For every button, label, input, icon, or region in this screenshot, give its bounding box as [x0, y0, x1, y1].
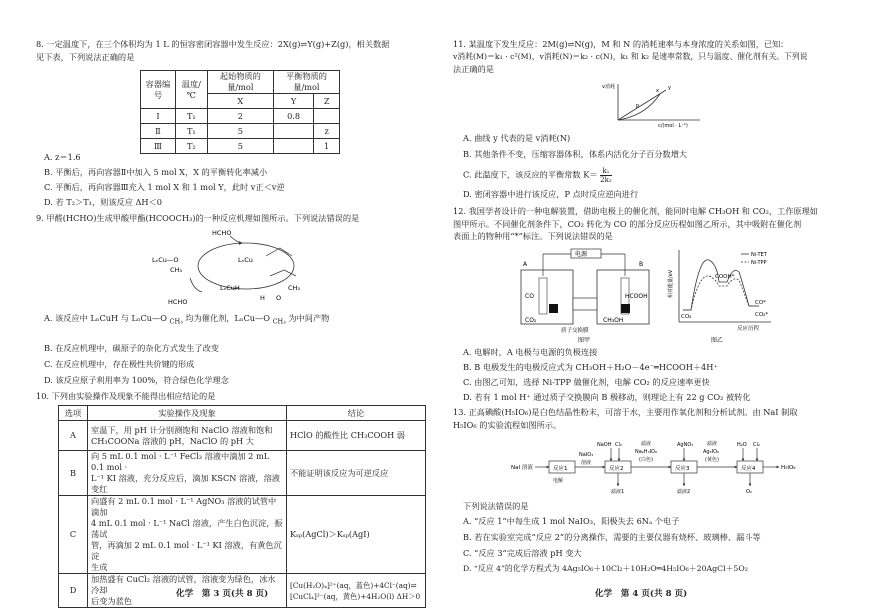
fig-co: CO — [525, 293, 534, 300]
q10-opt: B — [59, 451, 88, 496]
q10-op-line: 生成 — [91, 562, 108, 572]
q11-y-label: y — [668, 85, 671, 91]
q12-line2: 图甲所示。不同催化剂条件下，CO₂ 转化为 CO 的部分反应历程如图乙所示，其中吸附在催化剂 — [453, 218, 802, 229]
flow-cl2b: Cl₂ — [753, 442, 760, 448]
q12-option-b: B. B 电极发生的电极反应式为 CH₃OH＋H₂O－4e⁻═HCOOH＋4H⁺ — [463, 362, 718, 372]
q8-option-c: C. 平衡后，再向容器Ⅲ充入 1 mol X 和 1 mol Y，此时 v正＜v逆 — [44, 182, 285, 192]
q8-option-d: D. 若 T₂＞T₁，则该反应 ΔH＜0 — [44, 197, 162, 207]
page-footer: 化学 第 4 页(共 8 页) — [595, 589, 688, 599]
q9-option-a — [44, 312, 434, 328]
cycle-ring — [198, 243, 294, 289]
q8-cell: T₁ — [175, 124, 207, 139]
flow-filtrate2: 滤液2 — [677, 489, 691, 495]
fig-power: 电源 — [575, 251, 588, 258]
q8-cell: 5 — [207, 139, 273, 154]
q11-option-c — [463, 167, 612, 184]
flow-r4: 反应4 — [741, 466, 756, 472]
q13-option-b: B. 若在实验室完成“反应 2”的分离操作，需要的主要仪器有烧杯、玻璃棒、漏斗等 — [463, 532, 761, 542]
flow-agno3: AgNO₃ — [677, 442, 694, 448]
flow-o2: O₂ — [746, 489, 752, 495]
q9-mechanism-figure — [150, 226, 340, 308]
q11-line1: 11. 某温度下发生反应：2M(g)⇌N(g)，M 和 N 的消耗速率与本身浓度的关系如图，已知： — [453, 39, 789, 49]
q10-th-op: 实验操作及现象 — [88, 406, 287, 421]
q8-stem-line1: 8. 一定温度下，在三个体积均为 1 L 的恒容密闭容器中发生反应：2X(g)⇌Y(g)+Z(g)，相关数据 — [36, 39, 390, 49]
q12-stem — [453, 205, 865, 243]
q13-stem2: 下列说法错误的是 — [463, 501, 529, 511]
fig-cooh: COOH* — [715, 274, 735, 280]
q9-stem: 9. 甲醛(HCHO)生成甲酸甲酯(HCOOCH₃)的一种反应机理如图所示。下列说法错误的是 — [36, 213, 360, 223]
table-row — [141, 139, 340, 154]
q11-rate-graph — [600, 80, 710, 128]
flow-na2h3io6: Na₂H₃IO₆ — [635, 449, 657, 455]
fig-a-label: A — [523, 261, 528, 268]
q11-p-label: P — [636, 104, 640, 110]
q11-frac-den: 2k₂ — [600, 176, 612, 184]
flow-r3: 反应3 — [675, 466, 690, 472]
q9-option-c: C. 在反应机理中，存在极性共价键的形成 — [44, 359, 195, 369]
flow-filt2: 滤液 — [707, 441, 718, 447]
q10-op-line: 管，再滴加 2 mL 0.1 mol · L⁻¹ KI 溶液，有黄色沉淀 — [91, 540, 282, 561]
q8-cell: Ⅱ — [141, 124, 176, 139]
q8-cell: T₁ — [175, 109, 207, 124]
q12-figure-b — [665, 246, 775, 344]
q9-a-ch3b: CH₃ — [272, 317, 286, 326]
q9-a-text1: A. 该反应中 LₙCuH 与 LₙCu—O — [44, 313, 167, 323]
flow-filt1: 滤液 — [641, 441, 652, 447]
q8-cell: 1 — [314, 139, 340, 154]
q8-stem-line2: 见下表，下列说法正确的是 — [36, 51, 135, 62]
q8-cell: Ⅲ — [141, 139, 176, 154]
fig-membrane: 质子交换膜 — [561, 328, 589, 334]
table-row — [59, 421, 426, 451]
q11-line2: v消耗(M)＝k₁ · c²(M)，v消耗(N)＝k₂ · c(N)，k₁ 和 k₂ 是速率常数，只与温度、催化剂有关。下列说 — [453, 51, 808, 61]
q11-x-label: x — [656, 88, 659, 94]
q8-cell — [273, 124, 313, 139]
fig-hcho-top: HCHO — [212, 229, 232, 237]
q10-op-line: 室温下，用 pH 计分别测饱和 NaClO 溶液和饱和 — [91, 424, 273, 435]
q11-fraction — [600, 167, 612, 184]
q11-line3: 法正确的是 — [453, 64, 494, 75]
flow-product: H₅IO₆ — [781, 465, 796, 471]
table-row — [59, 496, 426, 574]
page-footer: 化学 第 3 页(共 8 页) — [176, 589, 269, 599]
q10-opt: D — [59, 574, 88, 608]
q12-line1: 12. 我国学者设计的一种电解装置，借助电极上的催化剂，能同时电解 CH₃OH 和 CO₂，工作原理如 — [453, 206, 818, 216]
page-4 — [435, 0, 870, 615]
q8-cell: z — [314, 124, 340, 139]
q10-th-opt: 选项 — [59, 406, 88, 421]
q10-op-line: 后变为蓝色 — [91, 596, 132, 606]
q13-option-c: C. “反应 3”完成后溶液 pH 变大 — [463, 548, 582, 558]
q10-op — [88, 421, 287, 451]
q11-option-a: A. 曲线 y 代表的是 v消耗(N) — [463, 133, 571, 143]
curve-ni-tpp — [683, 276, 759, 310]
table-row — [141, 124, 340, 139]
q13-line2: H₅IO₆ 的实验流程如图所示。 — [453, 419, 562, 430]
q11-frac-num: k₁ — [600, 167, 612, 176]
q11-c-text: C. 此温度下，该反应的平衡常数 K＝ — [463, 169, 598, 180]
q8-cell: 0.8 — [273, 109, 313, 124]
q13-stem — [453, 406, 865, 431]
q10-op-line: CH₃COONa 溶液的 pH，NaClO 的 pH 大 — [91, 435, 254, 446]
q9-option-d: D. 该反应原子利用率为 100%，符合绿色化学理念 — [44, 375, 229, 385]
q8-option-a: A. z＝1.6 — [44, 152, 81, 162]
q10-op-line: 4 mL 0.1 mol · L⁻¹ NaCl 溶液，产生白色沉淀，振荡试 — [91, 518, 283, 539]
q10-con-line: [CuCl₄]²⁻(aq，黄色)+4H₂O(l) ΔH＞0 — [290, 591, 421, 601]
table-row — [141, 109, 340, 124]
q10-con: Kₛₚ(AgCl)＞Kₛₚ(AgI) — [287, 496, 426, 574]
fig-ch3: CH₃ — [170, 266, 183, 274]
q11-ylabel: v消耗 — [602, 84, 615, 90]
fig-co2-b: CO₂ — [681, 314, 692, 320]
fig-b-label: B — [639, 261, 644, 268]
q10-op-line: 向盛有 2 mL 0.1 mol · L⁻¹ AgNO₃ 溶液的试管中滴加 — [91, 496, 277, 517]
fig-b-xlabel: 反应历程 — [737, 326, 760, 332]
q10-th-con: 结论 — [287, 406, 426, 421]
table-row — [59, 451, 426, 496]
q8-th-y: Y — [273, 94, 313, 109]
flow-h2o: H₂O — [737, 442, 747, 448]
fig-lncu-right: LₙCu — [238, 256, 253, 264]
flow-yellow: (黄色) — [705, 457, 719, 463]
fig-hcooh: HCOOH — [625, 293, 648, 300]
q10-con: HClO 的酸性比 CH₃COOH 弱 — [287, 421, 426, 451]
flow-naoh: NaOH — [597, 442, 612, 448]
q12-option-c: C. 由图乙可知，选择 Ni-TPP 做催化剂，电解 CO₂ 的反应速率更快 — [463, 377, 710, 387]
q8-th-temp: 温度/℃ — [175, 71, 207, 109]
flow-sol: 溶液 — [581, 460, 592, 466]
fig-co-star: CO* — [755, 300, 766, 306]
fig-lncuh: LₙCuH — [220, 284, 240, 292]
q8-th-z: Z — [314, 94, 340, 109]
flow-r1: 反应1 — [553, 466, 568, 472]
q8-option-b: B. 平衡后，再向容器Ⅱ中加入 5 mol X，X 的平衡转化率减小 — [44, 167, 268, 177]
fig-hcho-bottom: HCHO — [168, 298, 188, 306]
q8-th-eq: 平衡物质的量/mol — [273, 71, 339, 94]
q8-cell: T₂ — [175, 139, 207, 154]
q11-option-b: B. 其他条件不变，压缩容器体积，体系内活化分子百分数增大 — [463, 149, 688, 159]
q8-cell: 2 — [207, 109, 273, 124]
q8-th-start: 起始物质的量/mol — [207, 71, 273, 94]
q12-option-a: A. 电解时，A 电极与电源的负极连接 — [463, 347, 598, 357]
q10-opt: A — [59, 421, 88, 451]
q11-xlabel: c/(mol · L⁻¹) — [658, 123, 688, 128]
q9-a-text2: 均为催化剂，LₙCu—O — [185, 313, 270, 323]
fig-lncuo: LₙCu—O — [152, 256, 179, 264]
q8-th-id: 容器编号 — [141, 71, 176, 109]
q10-con-line: [Cu(H₂O)₄]²⁺(aq，蓝色)+4Cl⁻(aq)⇌ — [290, 580, 417, 590]
q8-th-x: X — [207, 94, 273, 109]
fig-a-caption: 图甲 — [578, 337, 591, 344]
q12-option-d: D. 若有 1 mol H⁺ 通过质子交换膜向 B 极移动，则理论上有 22 g CO₂ 被转化 — [463, 392, 751, 402]
fig-o: O — [276, 294, 282, 302]
fig-legend1: Ni-TET — [751, 252, 767, 258]
flow-filtrate1: 滤液1 — [611, 489, 625, 495]
q8-table — [140, 70, 340, 154]
q12-figure-a — [513, 246, 658, 344]
q8-cell — [314, 109, 340, 124]
fig-ch3b: CH₃ — [288, 284, 301, 292]
q8-cell — [273, 139, 313, 154]
flow-white: (白色) — [639, 457, 653, 463]
q10-table — [58, 405, 426, 608]
q11-stem — [453, 38, 865, 76]
fig-b-ylabel: 相对能量/eV — [668, 269, 674, 298]
flow-ag5io6: Ag₅IO₆ — [703, 449, 720, 455]
q10-opt: C — [59, 496, 88, 574]
q9-a-ch3: CH₃ — [169, 317, 183, 326]
curve-ni-tet — [683, 260, 759, 310]
flow-naio3: NaIO₃ — [579, 452, 594, 458]
q8-stem — [36, 38, 431, 63]
q10-con: 不能证明该反应为可逆反应 — [287, 451, 426, 496]
fig-co2: CO₂ — [525, 317, 537, 324]
q9-option-b: B. 在反应机理中，碳原子的杂化方式发生了改变 — [44, 343, 219, 353]
q10-op-line: 加热盛有 CuCl₂ 溶液的试管，溶液变为绿色，冰水冷却 — [91, 574, 276, 595]
fig-legend2: Ni-TPP — [751, 260, 767, 266]
q13-line1: 13. 正高碘酸(H₅IO₆)是白色结晶性粉末，可溶于水，主要用作氧化剂和分析试剂。由 NaI 制取 — [453, 407, 798, 417]
flow-r2: 反应2 — [609, 466, 624, 472]
q8-cell: 5 — [207, 124, 273, 139]
q13-option-a: A. “反应 1”中每生成 1 mol NaIO₃，阳极失去 6Nₐ 个电子 — [463, 516, 680, 526]
fig-b-caption: 图乙 — [711, 337, 724, 344]
q8-cell: Ⅰ — [141, 109, 176, 124]
curve-y — [618, 90, 666, 120]
flow-dian: 电解 — [553, 478, 564, 484]
fig-h: H — [260, 294, 265, 302]
q10-op — [88, 451, 287, 496]
flow-start: NaI 溶液 — [511, 465, 533, 471]
fig-ch3oh: CH₃OH — [603, 317, 624, 324]
q10-con — [287, 574, 426, 608]
q12-line3: 表面上的物种用“*”标注。下列说法错误的是 — [453, 231, 613, 242]
fig-co2-star: CO₂* — [755, 312, 769, 318]
flow-cl2: Cl₂ — [615, 442, 622, 448]
q13-flowchart — [509, 440, 819, 496]
q10-stem: 10. 下列由实验操作及现象不能得出相应结论的是 — [36, 391, 216, 401]
q10-op — [88, 496, 287, 574]
q10-op-line: 向 5 mL 0.1 mol · L⁻¹ FeCl₃ 溶液中滴加 2 mL 0.1 mol · — [91, 451, 270, 472]
q9-a-text3: 为中间产物 — [288, 313, 330, 323]
q13-option-d: D. “反应 4”的化学方程式为 4Ag₅IO₆＋10Cl₂＋10H₂O═4H₅IO₆＋20AgCl＋5O₂ — [463, 564, 748, 573]
q10-op-line: L⁻¹ KI 溶液，充分反应后，滴加 KSCN 溶液，溶液变红 — [91, 473, 280, 494]
q11-option-d: D. 密闭容器中进行该反应，P 点时反应逆向进行 — [463, 189, 639, 199]
